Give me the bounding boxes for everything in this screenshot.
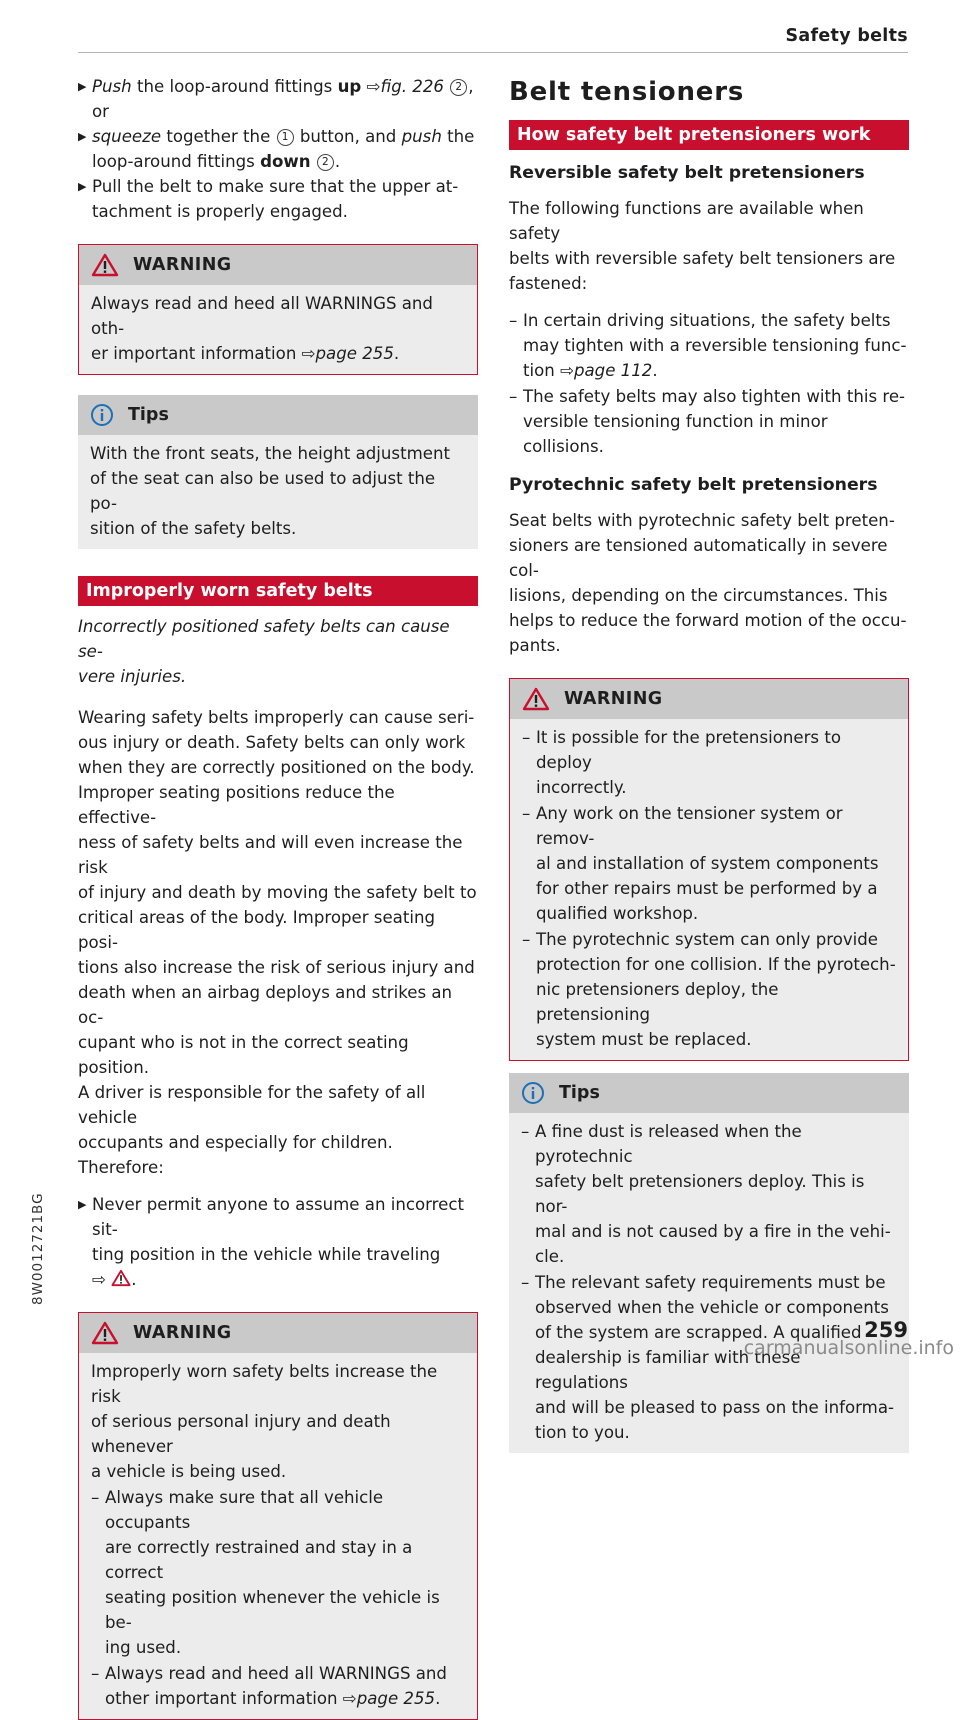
warning-triangle-icon[interactable]	[111, 1269, 131, 1287]
ref-arrow-icon: ⇨	[366, 77, 381, 96]
page-heading: Belt tensioners	[509, 77, 745, 107]
document-code: 8W0012721BG	[30, 1192, 46, 1305]
list-item: – It is possible for the pretensioners to deploy incorrectly.	[522, 728, 841, 797]
warning-header	[79, 1313, 477, 1353]
list-item: – Always read and heed all WARNINGS and other important information ⇨page 255.	[91, 1664, 447, 1708]
list-item: – Any work on the tensioner system or remov- al and installation of system components for other repairs must be performed by a qualified workshop.	[522, 804, 879, 923]
tips-title: Tips	[559, 1082, 600, 1103]
right-column	[509, 74, 909, 1453]
arrow-bullet-icon: ▶	[78, 80, 87, 93]
callout-number-icon: 2	[317, 154, 334, 171]
warning-box	[78, 244, 478, 375]
section-heading-improperly-worn: Improperly worn safety belts	[78, 576, 478, 606]
ref-arrow-icon: ⇨	[92, 1270, 106, 1289]
section-intro: Incorrectly positioned safety belts can cause se- vere injuries.	[78, 617, 450, 686]
warning-box	[78, 1312, 478, 1720]
ref-arrow-icon: ⇨	[560, 361, 574, 380]
arrow-bullet-icon: ▶	[78, 180, 87, 193]
tips-box	[509, 1073, 909, 1453]
info-icon	[90, 403, 114, 427]
body-paragraph: Wearing safety belts improperly can cause seri- ous injury or death. Safety belts can only work when they are correctly positioned on the body. Improper seating positions reduce the effective- ness of safety belts and will even increase the risk of injury and death by moving the safety belt to critical areas of the body. Improper seating posi- tions also increase the risk of serious injury and death when an airbag deploys and strikes an oc- cupant who is not in the correct seating position. A driver is responsible for the safety of all vehicle occupants and especially for children. Therefore:	[78, 708, 477, 1177]
callout-number-icon: 1	[277, 129, 294, 146]
list-item: – The safety belts may also tighten with this re- versible tensioning function in minor collisions.	[509, 387, 906, 456]
page-number: 259	[864, 1318, 908, 1342]
tips-title: Tips	[128, 404, 169, 425]
subheading-pyrotechnic: Pyrotechnic safety belt pretensioners	[509, 475, 878, 495]
warning-box	[509, 678, 909, 1061]
page-reference[interactable]: page 112	[573, 361, 653, 380]
chapter-title: Safety belts	[785, 26, 908, 46]
warning-triangle-icon	[91, 253, 119, 277]
warning-title: WARNING	[133, 254, 232, 275]
tips-header	[78, 395, 478, 435]
instruction-push-up: ▶ Push the loop-around fittings up ⇨fig. 226 2 , or	[78, 74, 478, 124]
body-paragraph: Seat belts with pyrotechnic safety belt preten- sioners are tensioned automatically in severe col- lisions, depending on the circumstances. This helps to reduce the forward motion of the occu- pants.	[509, 511, 907, 655]
figure-reference[interactable]: fig. 226	[380, 77, 444, 96]
instruction-pull-belt: ▶ Pull the belt to make sure that the upper at- tachment is properly engaged.	[78, 174, 478, 224]
warning-triangle-icon	[91, 1321, 119, 1345]
ref-arrow-icon: ⇨	[342, 1689, 357, 1708]
subheading-reversible: Reversible safety belt pretensioners	[509, 163, 865, 183]
tips-header	[509, 1073, 909, 1113]
page-reference[interactable]: page 255	[356, 1689, 436, 1708]
page-reference[interactable]: page 255	[315, 344, 394, 363]
warning-body: Improperly worn safety belts increase the risk of serious personal injury and death whenever a vehicle is being used. – Always make sure that all vehicle occupants are correctly restrained and stay in a correct seating position whenever the vehicle is be- ing used. – Always read and heed all WARNINGS and other important information ⇨page 255.	[79, 1353, 477, 1719]
list-item: – A fine dust is released when the pyrotechnic safety belt pretensioners deploy. This is nor- mal and is not caused by a fire in the vehi- cle.	[521, 1122, 891, 1266]
tips-body: With the front seats, the height adjustment of the seat can also be used to adjust the po- sition of the safety belts.	[78, 435, 478, 549]
page-header	[78, 24, 908, 53]
warning-triangle-icon	[522, 687, 550, 711]
ref-arrow-icon: ⇨	[301, 344, 316, 363]
info-icon	[521, 1081, 545, 1105]
body-paragraph: The following functions are available when safety belts with reversible safety belt tensioners are fastened:	[509, 199, 896, 293]
callout-number-icon: 2	[450, 79, 467, 96]
warning-header	[510, 679, 908, 719]
instruction-never-permit: ▶ Never permit anyone to assume an incorrect sit- ting position in the vehicle while traveling ⇨ .	[78, 1192, 478, 1292]
arrow-bullet-icon: ▶	[78, 1198, 87, 1211]
arrow-bullet-icon: ▶	[78, 130, 87, 143]
warning-body	[510, 719, 908, 1060]
instruction-squeeze: ▶ squeeze together the 1 button, and push the loop-around fittings down 2 .	[78, 124, 478, 174]
warning-body: Always read and heed all WARNINGS and oth- er important information ⇨page 255.	[79, 285, 477, 374]
warning-title: WARNING	[564, 688, 663, 709]
list-item: – The pyrotechnic system can only provide protection for one collision. If the pyrotech- nic pretensioners deploy, the pretensioning system must be replaced.	[522, 930, 896, 1049]
tips-box	[78, 395, 478, 549]
tips-body	[509, 1113, 909, 1453]
warning-header	[79, 245, 477, 285]
list-item: – The relevant safety requirements must be observed when the vehicle or components of the system are scrapped. A qualified dealership is familiar with these regulations and will be pleased to pass on the informa- tion to you.	[521, 1273, 894, 1442]
list-item: – In certain driving situations, the safety belts may tighten with a reversible tensioning func- tion ⇨page 112.	[509, 311, 907, 380]
watermark: carmanualsonline.info	[743, 1337, 954, 1359]
section-heading-pretensioners: How safety belt pretensioners work	[509, 120, 909, 150]
warning-title: WARNING	[133, 1322, 232, 1343]
list-item: – Always make sure that all vehicle occupants are correctly restrained and stay in a correct seating position whenever the vehicle is be- ing used.	[91, 1488, 440, 1657]
left-column	[78, 74, 478, 1720]
